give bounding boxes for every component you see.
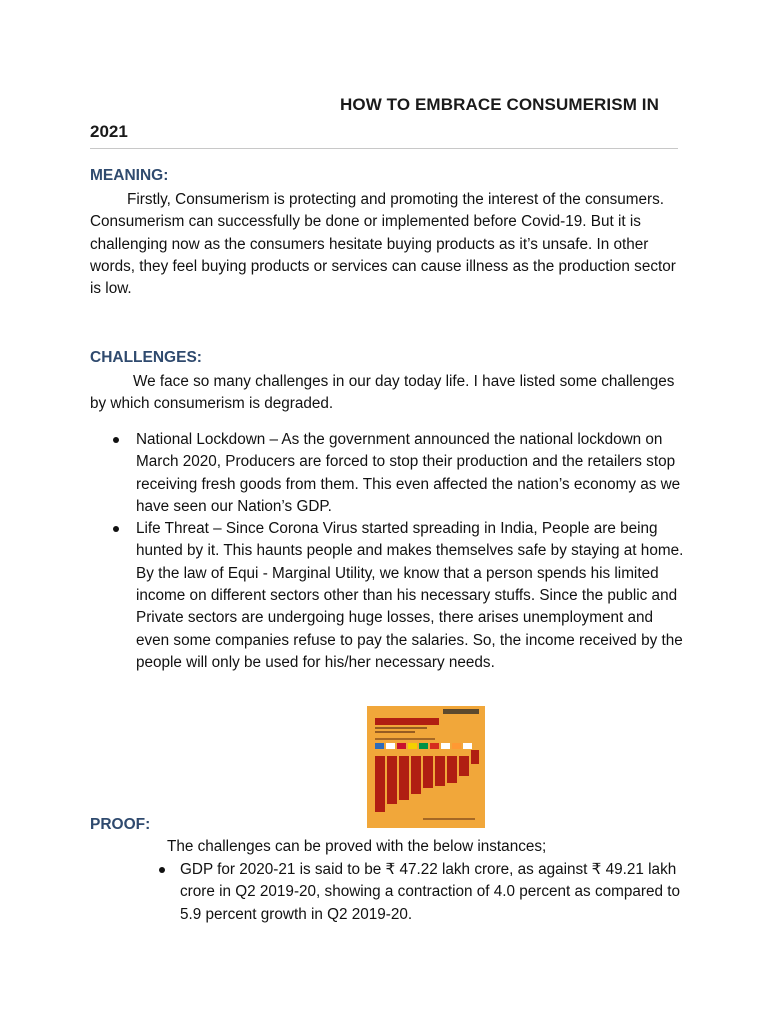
document-title-line1: HOW TO EMBRACE CONSUMERISM IN xyxy=(340,95,659,114)
challenges-list xyxy=(90,429,685,674)
gdp-infographic-image xyxy=(367,706,485,828)
meaning-text: Firstly, Consumerism is protecting and promoting the interest of the consumers. Consumerism can successfully be done or implemented before Covid-19. But it is challenging now as the consumers hesitate buying products as it’s unsafe. In other words, they feel buying products or services can cause illness as the production sector is low. xyxy=(90,191,676,298)
meaning-heading: MEANING: xyxy=(90,167,169,184)
infographic-title-mark xyxy=(375,718,439,725)
brand-logo xyxy=(443,709,479,714)
list-item xyxy=(90,429,685,518)
bullet-icon xyxy=(113,437,119,443)
list-item xyxy=(136,859,691,926)
proof-intro: The challenges can be proved with the below instances; xyxy=(167,838,547,855)
bullet-icon xyxy=(113,526,119,532)
list-item-text: GDP for 2020-21 is said to be ₹ 47.22 lakh crore, as against ₹ 49.21 lakh crore in Q2 2019-20, showing a contraction of 4.0 percent as compared to 5.9 percent growth in Q2 2019-20. xyxy=(180,861,680,923)
title-divider xyxy=(90,148,678,149)
challenges-intro xyxy=(90,371,680,416)
challenges-heading: CHALLENGES: xyxy=(90,349,202,366)
list-item xyxy=(90,518,685,674)
proof-list xyxy=(136,859,691,926)
list-item-text: National Lockdown – As the government announced the national lockdown on March 2020, Producers are forced to stop their production and the retailers stop receiving fresh goods from them. This even affected the nation’s economy as we have seen our Nation’s GDP. xyxy=(136,431,681,515)
document-title-line2: 2021 xyxy=(90,122,128,141)
challenges-intro-text: We face so many challenges in our day today life. I have listed some challenges by which consumerism is degraded. xyxy=(90,373,675,413)
gdp-infographic-graphic xyxy=(367,706,485,828)
flag-row xyxy=(375,743,472,749)
list-item-text: Life Threat – Since Corona Virus started spreading in India, People are being hunted by it. This haunts people and makes themselves safe by staying at home. By the law of Equi - Marginal Utility, we know that a person spends his limited income on different sectors other than his necessary stuffs. Since the public and Private sectors are undergoing huge losses, there arises unemployment and even some companies refuse to pay the salaries. So, the income received by the people will only be used for his/her necessary needs. xyxy=(136,520,684,671)
proof-heading: PROOF: xyxy=(90,816,151,833)
bullet-icon xyxy=(159,867,165,873)
meaning-paragraph xyxy=(90,189,680,300)
